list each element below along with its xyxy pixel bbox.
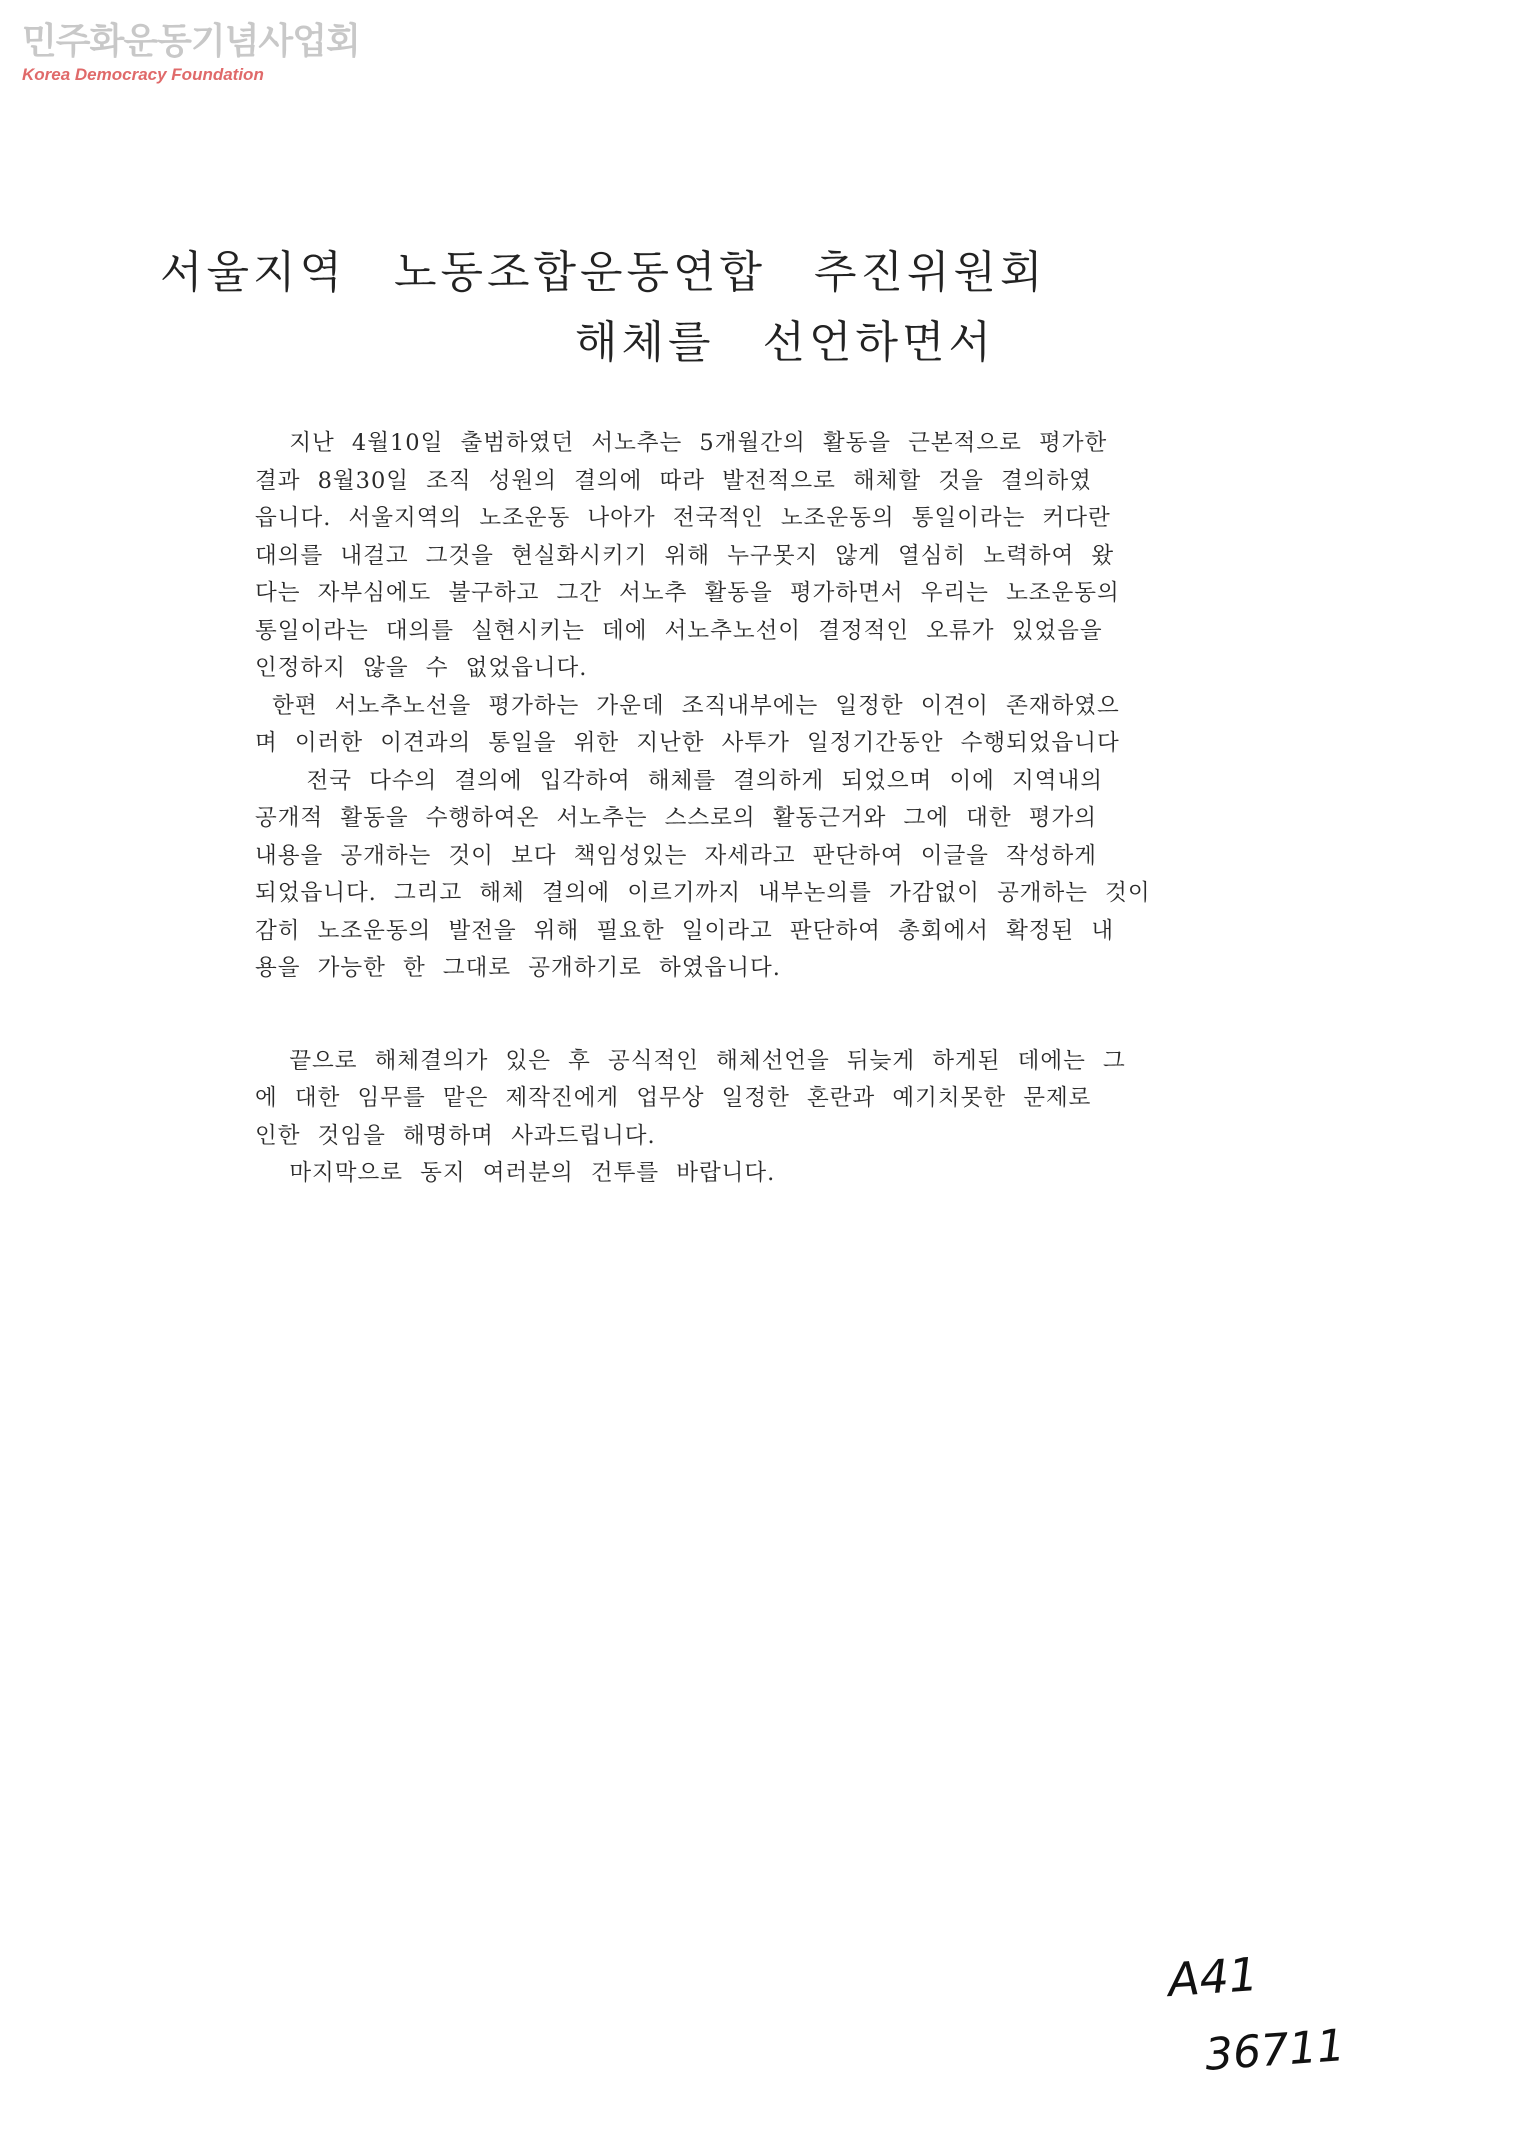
document-title: [160, 238, 1360, 378]
handwritten-archive-code: A41: [1166, 1946, 1260, 2008]
handwritten-archive-number: 36711: [1203, 2020, 1347, 2081]
paragraph-gap: [255, 988, 1283, 1043]
document-body: [255, 425, 1283, 1193]
watermark-english: Korea Democracy Foundation: [22, 65, 264, 84]
watermark-korean: 민주화운동기념사업회: [22, 21, 360, 62]
foundation-watermark: [22, 22, 360, 86]
body-paragraph-1: 지난 4월10일 출범하였던 서노추는 5개월간의 활동을 근본적으로 평가한 결과 8월30일 조직 성원의 결의에 따라 발전적으로 해체할 것을 결의하였 읍니다. 서울지역의 노조운동 나아가 전국적인 노조운동의 통일이라는 커다란 대의를 내걸고 그것을 현실화시키기 위해 누구못지 않게 열심히 노력하여 왔 다는 자부심에도 불구하고 그간 서노추 활동을 평가하면서 우리는 노조운동의 통일이라는 대의를 실현시키는 데에 서노추노선이 결정적인 오류가 있었음을 인정하지 않을 수 없었읍니다.: [255, 430, 1120, 681]
body-paragraph-2: 한편 서노추노선을 평가하는 가운데 조직내부에는 일정한 이견이 존재하였으 며 이러한 이견과의 통일을 위한 지난한 사투가 일정기간동안 수행되었읍니다 전국 다수의 결의에 입각하여 해체를 결의하게 되었으며 이에 지역내의 공개적 활동을 수행하여온 서노추는 스스로의 활동근거와 그에 대한 평가의 내용을 공개하는 것이 보다 책임성있는 자세라고 판단하여 이글을 작성하게 되었읍니다. 그리고 해체 결의에 이르기까지 내부논의를 가감없이 공개하는 것이 감히 노조운동의 발전을 위해 필요한 일이라고 판단하여 총회에서 확정된 내 용을 가능한 한 그대로 공개하기로 하였읍니다.: [255, 692, 1151, 981]
title-line-2: 해체를 선언하면서: [575, 317, 996, 368]
title-line-1: 서울지역 노동조합운동연합 추진위원회: [160, 247, 1047, 298]
body-paragraph-3: 끝으로 해체결의가 있은 후 공식적인 해체선언을 뒤늦게 하게된 데에는 그 에 대한 임무를 맡은 제작진에게 업무상 일정한 혼란과 예기치못한 문제로 인한 것임을 해명하며 사과드립니다. 마지막으로 동지 여러분의 건투를 바랍니다.: [255, 1047, 1126, 1186]
